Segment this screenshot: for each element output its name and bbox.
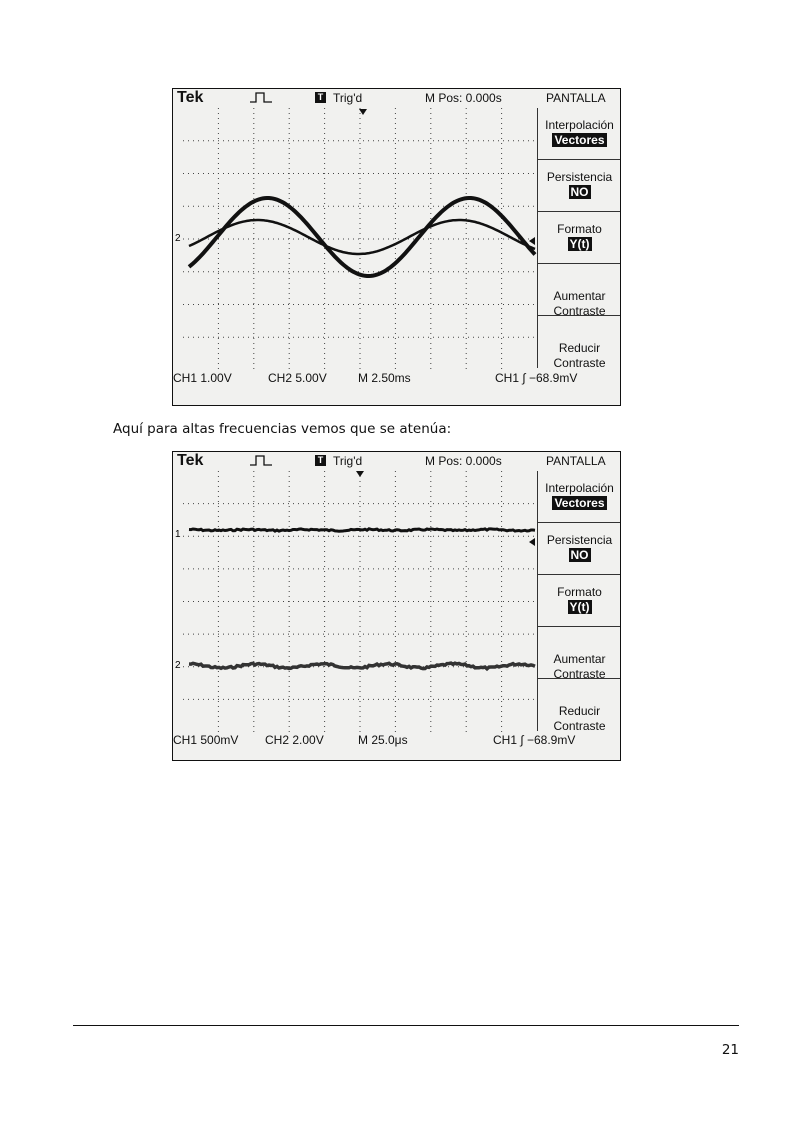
menu-item-label: Persistencia	[546, 170, 613, 184]
menu-item-reducir-contraste	[538, 316, 621, 368]
trigger-level-marker	[529, 237, 535, 245]
menu-item-formato	[538, 212, 621, 264]
scope-header	[173, 89, 620, 108]
menu-item-persistencia	[538, 160, 621, 212]
trigger-readout: CH1 ∫ −68.9mV	[493, 733, 576, 747]
menu-item-aumentar-contraste	[538, 264, 621, 316]
trigger-position-marker	[356, 471, 364, 477]
ch2-scale: CH2 2.00V	[265, 733, 324, 747]
menu-item-label: Formato	[557, 585, 602, 599]
menu-item-label: Aumentar Contraste	[553, 289, 606, 318]
menu-item-label: Reducir Contraste	[553, 341, 606, 370]
horizontal-position: M Pos: 0.000s	[425, 91, 502, 105]
timebase: M 25.0μs	[358, 733, 408, 747]
trigger-icon: T	[315, 455, 326, 466]
menu-item-label: Interpolación	[545, 481, 614, 495]
menu-item-label: Persistencia	[546, 533, 613, 547]
menu-item-label: Formato	[557, 222, 602, 236]
footer-divider	[73, 1025, 739, 1026]
trigger-level-marker	[529, 538, 535, 546]
timebase: M 2.50ms	[358, 371, 411, 385]
brand-logo: Tek	[177, 452, 204, 469]
menu-item-value: Vectores	[554, 496, 605, 510]
graticule	[183, 471, 537, 732]
menu-item-interpolacion	[538, 108, 621, 160]
trigger-status: Trig'd	[333, 454, 363, 468]
menu-item-reducir-contraste	[538, 679, 621, 731]
scope-footer	[173, 370, 578, 388]
trigger-position-marker	[359, 109, 367, 115]
horizontal-position: M Pos: 0.000s	[425, 454, 502, 468]
trigger-icon: T	[315, 92, 326, 103]
side-menu	[537, 108, 621, 368]
pulse-icon	[250, 91, 272, 106]
brand-logo: Tek	[177, 89, 204, 106]
channel-2-marker: 2	[175, 233, 181, 244]
trigger-status: Trig'd	[333, 91, 363, 105]
menu-item-interpolacion	[538, 471, 621, 523]
channel-2-trace	[189, 663, 535, 669]
channel-1-marker: 1	[175, 529, 181, 540]
menu-item-persistencia	[538, 523, 621, 575]
menu-item-value: NO	[570, 185, 589, 199]
menu-item-label: Reducir Contraste	[553, 704, 606, 733]
menu-item-value: Y(t)	[569, 600, 590, 614]
sine-wave-large	[189, 198, 535, 276]
ch2-scale: CH2 5.00V	[268, 371, 327, 385]
sine-wave-small	[189, 220, 535, 254]
oscilloscope-screenshot-2	[172, 451, 621, 761]
ch1-scale: CH1 500mV	[173, 733, 239, 747]
menu-item-label: Interpolación	[545, 118, 614, 132]
menu-item-aumentar-contraste	[538, 627, 621, 679]
channel-1-trace	[189, 529, 535, 531]
caption-text: Aquí para altas frecuencias vemos que se atenúa:	[113, 421, 452, 437]
page-number: 21	[721, 1042, 739, 1058]
menu-item-formato	[538, 575, 621, 627]
menu-title: PANTALLA	[546, 91, 606, 105]
trigger-readout: CH1 ∫ −68.9mV	[495, 371, 578, 385]
scope-header	[173, 452, 620, 471]
menu-item-label: Aumentar Contraste	[553, 652, 606, 681]
graticule	[183, 108, 537, 370]
menu-title: PANTALLA	[546, 454, 606, 468]
scope-footer	[173, 732, 576, 750]
ch1-scale: CH1 1.00V	[173, 371, 232, 385]
menu-item-value: NO	[570, 548, 589, 562]
side-menu	[537, 471, 621, 731]
channel-2-marker: 2	[175, 660, 181, 671]
menu-item-value: Y(t)	[569, 237, 590, 251]
pulse-icon	[250, 454, 272, 469]
menu-item-value: Vectores	[554, 133, 605, 147]
oscilloscope-screenshot-1	[172, 88, 621, 406]
